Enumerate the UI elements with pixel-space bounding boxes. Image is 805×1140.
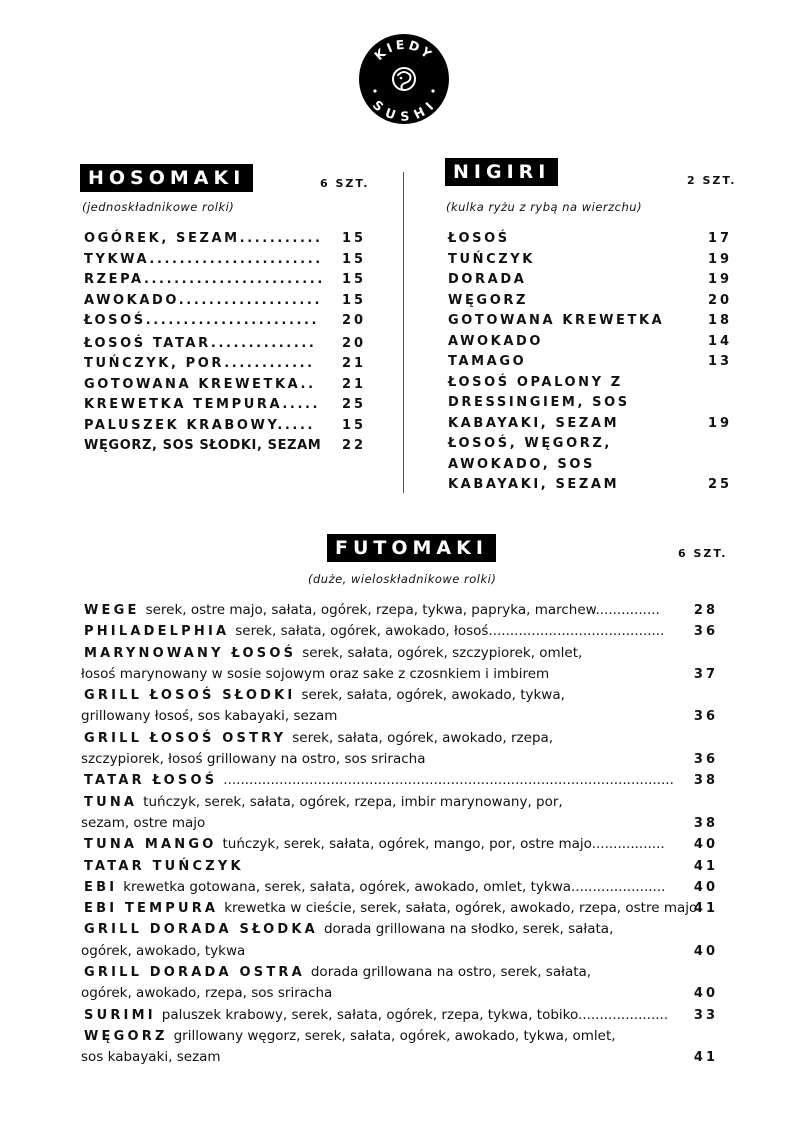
nigiri-subtitle: (kulka ryżu z rybą na wierzchu)	[446, 200, 643, 214]
futomaki-item	[84, 898, 734, 919]
item-label: ŁOSOŚ OPALONY Z	[448, 374, 623, 390]
item-label: AWOKADO, SOS	[448, 456, 596, 472]
item-price: 40	[693, 837, 718, 853]
futomaki-item	[81, 1026, 734, 1069]
item-price: 19	[708, 272, 733, 287]
futomaki-list	[81, 600, 734, 1069]
item-description-continued: łosoś marynowany w sosie sojowym oraz sake z czosnkiem i imbirem	[81, 665, 550, 682]
futomaki-item	[84, 834, 734, 855]
item-price: 18	[708, 313, 733, 328]
item-name: TUNA MANGO	[84, 837, 217, 853]
nigiri-count: 2 SZT.	[687, 174, 737, 187]
item-price: 41	[693, 858, 718, 874]
svg-text:KIEDY: KIEDY	[371, 36, 437, 64]
item-description: .........................................................................................................	[223, 772, 674, 789]
item-description: serek, sałata, ogórek, awokado, rzepa,	[292, 729, 554, 746]
item-label: WĘGORZ, SOS SŁODKI, SEZAM	[84, 438, 322, 453]
nigiri-item	[448, 270, 738, 291]
nigiri-item	[448, 250, 738, 271]
item-label: KREWETKA TEMPURA.....	[84, 397, 321, 412]
futomaki-item	[81, 962, 734, 1005]
item-name: TATAR ŁOSOŚ	[84, 773, 218, 789]
item-label: WĘGORZ	[448, 292, 528, 308]
item-description: krewetka gotowana, serek, sałata, ogórek, awokado, omlet, tykwa......................	[123, 878, 666, 895]
item-description: paluszek krabowy, serek, sałata, ogórek, rzepa, tykwa, tobiko.....................	[161, 1006, 669, 1023]
hosomaki-item	[84, 354, 374, 375]
hosomaki-list	[84, 229, 374, 457]
item-description: grillowany węgorz, serek, sałata, ogórek, awokado, tykwa, omlet,	[173, 1027, 616, 1044]
item-price: 14	[708, 333, 733, 349]
nigiri-item	[448, 291, 738, 312]
item-label: AWOKADO	[448, 333, 544, 349]
item-price: 20	[708, 292, 733, 308]
item-price: 38	[693, 773, 718, 789]
futomaki-item	[81, 728, 734, 771]
item-price: 25	[708, 477, 733, 492]
item-price: 37	[693, 666, 718, 682]
nigiri-title: NIGIRI	[445, 158, 558, 186]
item-price: 22	[342, 438, 367, 453]
item-description-continued: ogórek, awokado, rzepa, sos sriracha	[81, 985, 333, 1002]
item-description-continued: sezam, ostre majo	[81, 814, 206, 831]
item-name: EBI	[84, 879, 118, 895]
futomaki-title: FUTOMAKI	[327, 534, 496, 562]
hosomaki-item	[84, 416, 374, 437]
item-price: 15	[342, 417, 367, 433]
item-label: TYKWA.......................	[84, 251, 323, 267]
item-label: KABAYAKI, SEZAM	[448, 415, 620, 431]
hosomaki-item	[84, 311, 374, 334]
item-name: MARYNOWANY ŁOSOŚ	[84, 645, 297, 661]
item-description: serek, sałata, ogórek, szczypiorek, omlet,	[302, 644, 583, 661]
item-description: krewetka w cieście, serek, sałata, ogórek, awokado, rzepa, ostre majo	[224, 900, 698, 917]
item-name: GRILL DORADA OSTRA	[84, 965, 305, 981]
item-price: 36	[693, 709, 718, 725]
futomaki-item	[84, 1005, 734, 1026]
item-price: 28	[693, 603, 718, 618]
futomaki-item	[84, 621, 734, 642]
item-price: 41	[693, 1050, 718, 1066]
item-price: 15	[342, 231, 367, 246]
item-name: WEGE	[84, 603, 140, 618]
nigiri-item	[448, 229, 738, 250]
item-description: tuńczyk, serek, sałata, ogórek, rzepa, imbir marynowany, por,	[143, 793, 563, 810]
item-price: 19	[708, 251, 733, 267]
item-price: 19	[708, 415, 733, 431]
futomaki-count: 6 SZT.	[678, 547, 728, 560]
item-name: EBI TEMPURA	[84, 901, 219, 917]
item-label: DRESSINGIEM, SOS	[448, 395, 630, 410]
hosomaki-item	[84, 395, 374, 416]
item-name: TATAR TUŃCZYK	[84, 858, 244, 874]
item-description-continued: szczypiorek, łosoś grillowany na ostro, sos sriracha	[81, 751, 426, 768]
item-price: 38	[693, 815, 718, 831]
hosomaki-item	[84, 270, 374, 291]
nigiri-item	[448, 332, 738, 353]
futomaki-item	[84, 770, 734, 791]
item-label: TUŃCZYK	[448, 251, 535, 267]
nigiri-item	[448, 373, 738, 435]
item-description: serek, ostre majo, sałata, ogórek, rzepa, tykwa, papryka, marchew...............	[145, 602, 660, 618]
item-name: TUNA	[84, 794, 138, 810]
item-description-continued: grillowany łosoś, sos kabayaki, sezam	[81, 708, 338, 725]
item-price: 15	[342, 251, 367, 267]
item-price: 41	[693, 901, 718, 917]
futomaki-item	[84, 856, 734, 877]
svg-text:SUSHI: SUSHI	[369, 97, 439, 124]
item-price: 15	[342, 272, 367, 287]
nigiri-item	[448, 311, 738, 332]
item-name: GRILL DORADA SŁODKA	[84, 922, 318, 938]
hosomaki-item	[84, 250, 374, 271]
item-label: ŁOSOŚ.......................	[84, 313, 320, 328]
item-name: WĘGORZ	[84, 1028, 168, 1044]
hosomaki-item	[84, 334, 374, 355]
hosomaki-title: HOSOMAKI	[80, 164, 253, 192]
item-price: 25	[342, 397, 367, 412]
hosomaki-count: 6 SZT.	[320, 177, 370, 190]
hosomaki-subtitle: (jednoskładnikowe rolki)	[82, 200, 235, 214]
futomaki-item	[81, 792, 734, 835]
item-label: ŁOSOŚ, WĘGORZ,	[448, 436, 612, 451]
item-price: 20	[342, 335, 367, 351]
item-price: 36	[693, 624, 718, 640]
futomaki-item	[84, 600, 734, 621]
item-label: OGÓREK, SEZAM...........	[84, 231, 323, 246]
futomaki-item	[81, 643, 734, 686]
item-description: dorada grillowana na ostro, serek, sałata,	[310, 964, 592, 981]
item-label: PALUSZEK KRABOWY.....	[84, 417, 316, 433]
hosomaki-item	[84, 229, 374, 250]
item-price: 33	[693, 1007, 718, 1023]
item-description: serek, sałata, ogórek, awokado, tykwa,	[301, 687, 565, 704]
item-name: GRILL ŁOSOŚ OSTRY	[84, 730, 287, 746]
item-label: TAMAGO	[448, 354, 527, 369]
futomaki-item	[81, 919, 734, 962]
item-name: PHILADELPHIA	[84, 624, 230, 640]
nigiri-item	[448, 434, 738, 496]
item-label: GOTOWANA KREWETKA..	[84, 376, 316, 392]
item-description: dorada grillowana na słodko, serek, sałata,	[323, 921, 614, 938]
item-label: KABAYAKI, SEZAM	[448, 477, 620, 492]
item-price: 40	[693, 986, 718, 1002]
item-label: TUŃCZYK, POR............	[84, 356, 315, 371]
item-description-continued: sos kabayaki, sezam	[81, 1049, 221, 1066]
item-description: serek, sałata, ogórek, awokado, łosoś.........................................	[235, 623, 665, 640]
item-price: 20	[342, 313, 367, 328]
item-price: 40	[693, 943, 718, 959]
item-price: 13	[708, 354, 733, 369]
item-price: 21	[342, 356, 367, 371]
item-label: ŁOSOŚ	[448, 231, 510, 246]
item-price: 21	[342, 376, 367, 392]
column-divider	[403, 172, 404, 493]
item-price: 15	[342, 292, 367, 308]
hosomaki-item	[84, 291, 374, 312]
item-description-continued: ogórek, awokado, tykwa	[81, 942, 246, 959]
nigiri-list	[448, 229, 738, 496]
item-label: AWOKADO...................	[84, 292, 322, 308]
item-price: 36	[693, 752, 718, 768]
item-label: GOTOWANA KREWETKA	[448, 313, 665, 328]
futomaki-item	[84, 877, 734, 898]
item-name: GRILL ŁOSOŚ SŁODKI	[84, 688, 296, 704]
futomaki-subtitle: (duże, wieloskładnikowe rolki)	[308, 572, 497, 586]
item-label: DORADA	[448, 272, 527, 287]
hosomaki-item	[84, 436, 374, 457]
item-price: 17	[708, 231, 733, 246]
item-label: ŁOSOŚ TATAR..............	[84, 335, 317, 351]
item-name: SURIMI	[84, 1007, 156, 1023]
item-label: RZEPA........................	[84, 272, 325, 287]
item-description: tuńczyk, serek, sałata, ogórek, mango, por, ostre majo.................	[222, 836, 665, 853]
hosomaki-item	[84, 375, 374, 396]
nigiri-item	[448, 352, 738, 373]
item-price: 40	[693, 879, 718, 895]
kiedy-sushi-logo	[358, 33, 450, 125]
futomaki-item	[81, 685, 734, 728]
